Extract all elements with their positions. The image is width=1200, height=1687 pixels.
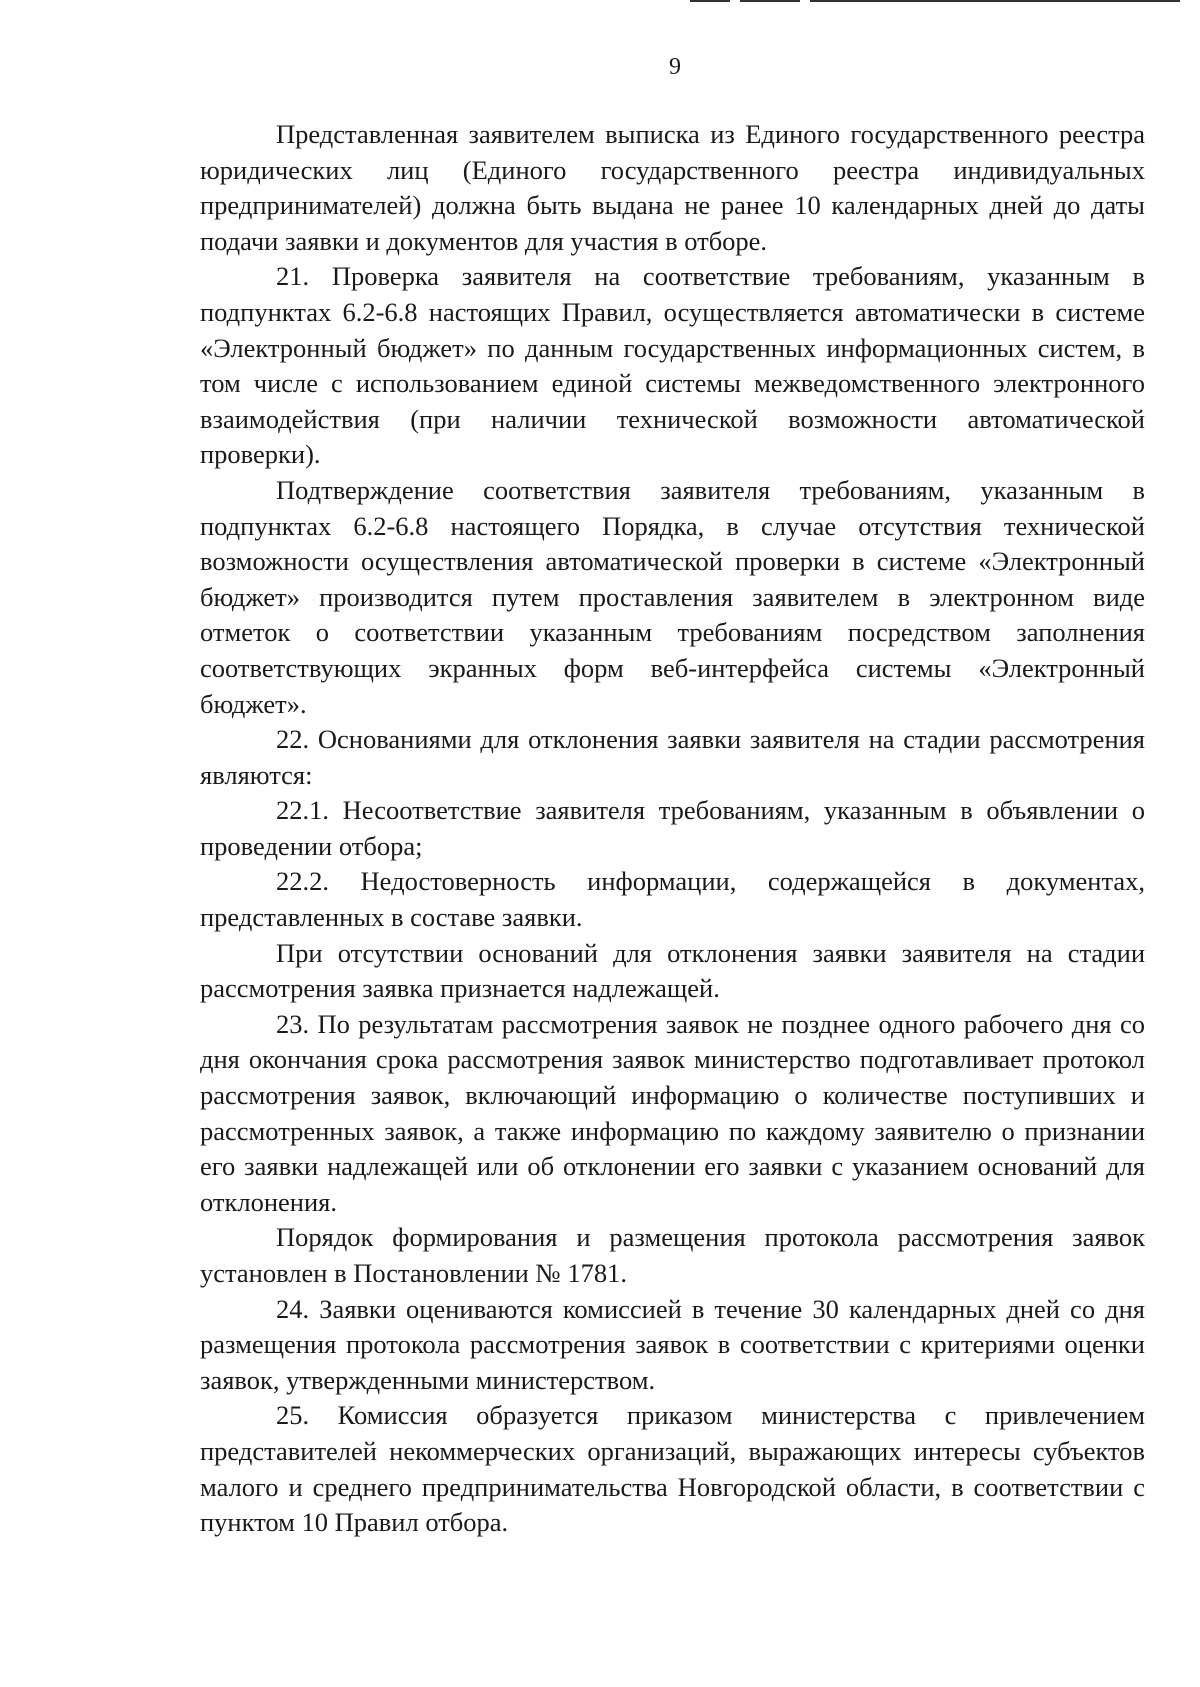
paragraph-no-grounds: При отсутствии оснований для отклонения заявки заявителя на стадии рассмотрения заявка признается надлежащей.: [200, 937, 1145, 1004]
paragraph-protocol-procedure: Порядок формирования и размещения протокола рассмотрения заявок установлен в Постановлении № 1781.: [200, 1222, 1145, 1288]
paragraph-egrul-extract: Представленная заявителем выписка из Единого государственного реестра юридических лиц (Единого государственного реестра индивидуальных предпринимателей) должна быть выдана не ранее 10 календарных дней до даты подачи заявки и документов для участия в отборе.: [200, 119, 1145, 256]
paragraph-compliance-confirmation: Подтверждение соответствия заявителя требованиям, указанным в подпунктах 6.2-6.8 настоящего Порядка, в случае отсутствия технической возможности осуществления автоматической проверки в системе «Электронный бюджет» производится путем проставления заявителем в электронном виде отметок о соответствии указанным требованиям посредством заполнения соответствующих экранных форм веб-интерфейса системы «Электронный бюджет».: [200, 474, 1145, 719]
header-rule: [810, 0, 1180, 2]
document-body: [200, 117, 1145, 1541]
paragraph-22-2: 22.2. Недостоверность информации, содержащейся в документах, представленных в составе заявки.: [200, 866, 1145, 933]
paragraph-23: 23. По результатам рассмотрения заявок не позднее одного рабочего дня со дня окончания срока рассмотрения заявок министерство подготавливает протокол рассмотрения заявок, включающий информацию о количестве поступивших и рассмотренных заявок, а также информацию по каждому заявителю о признании его заявки надлежащей или об отклонении его заявки с указанием оснований для отклонения.: [200, 1008, 1145, 1217]
header-rule: [690, 0, 730, 2]
header-rule: [740, 0, 800, 2]
paragraph-22-1: 22.1. Несоответствие заявителя требованиям, указанным в объявлении о проведении отбора;: [200, 795, 1145, 861]
paragraph-25: 25. Комиссия образуется приказом министерства с привлечением представителей некоммерческих организаций, выражающих интересы субъектов малого и среднего предпринимательства Новгородской области, в соответствии с пунктом 10 Правил отбора.: [200, 1400, 1145, 1538]
page-number: 9: [669, 54, 681, 80]
paragraph-24: 24. Заявки оцениваются комиссией в течение 30 календарных дней со дня размещения протокола рассмотрения заявок в соответствии с критериями оценки заявок, утвержденными министерством.: [200, 1293, 1145, 1395]
paragraph-22: 22. Основаниями для отклонения заявки заявителя на стадии рассмотрения являются:: [200, 724, 1145, 790]
paragraph-21: 21. Проверка заявителя на соответствие требованиям, указанным в подпунктах 6.2-6.8 настоящих Правил, осуществляется автоматически в системе «Электронный бюджет» по данным государственных информационных систем, в том числе с использованием единой системы межведомственного электронного взаимодействия (при наличии технической возможности автоматической проверки).: [200, 261, 1145, 470]
